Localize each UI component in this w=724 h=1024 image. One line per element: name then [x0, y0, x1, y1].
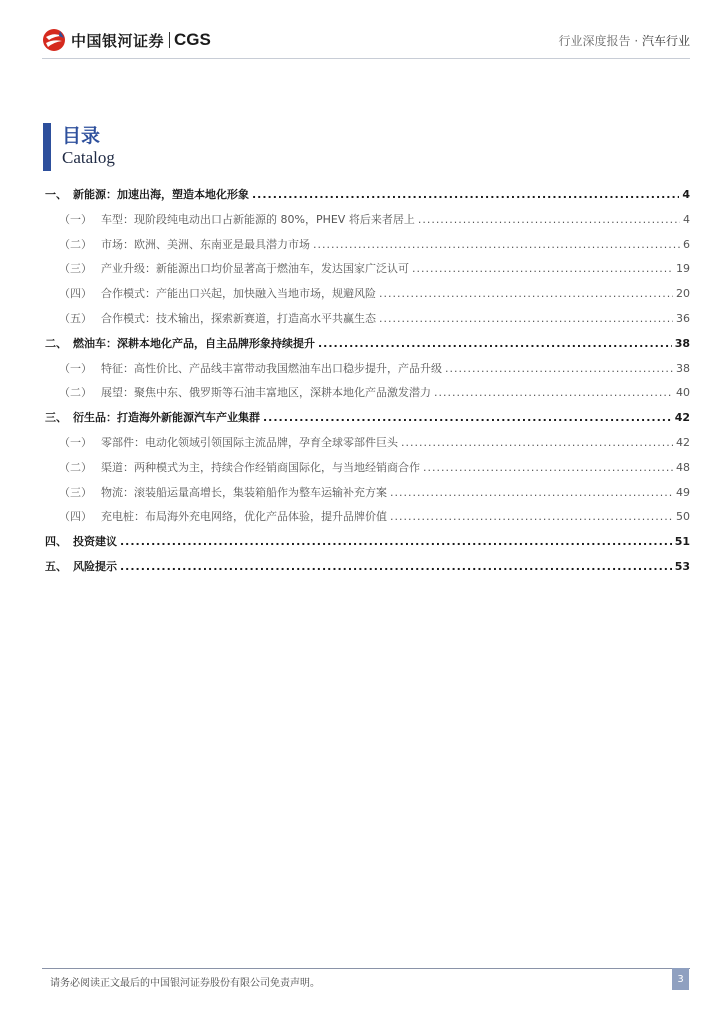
toc-chapter[interactable] [45, 335, 690, 360]
report-separator: · [634, 34, 639, 48]
toc-page: 42 [674, 411, 690, 425]
toc-number: （一） [59, 361, 92, 375]
toc-section[interactable] [45, 484, 690, 509]
toc-title: 展望：聚焦中东、俄罗斯等石油丰富地区，深耕本地化产品激发潜力 [101, 386, 431, 400]
toc-page: 53 [674, 559, 690, 573]
title-cn: 目录 [62, 125, 101, 147]
toc-number: （二） [59, 237, 92, 251]
toc-section[interactable] [45, 434, 690, 459]
report-sector: 汽车行业 [641, 34, 690, 48]
toc-title: 合作模式：技术输出，探索新赛道，打造高水平共赢生态 [101, 311, 376, 325]
toc-title: 渠道：两种模式为主，持续合作经销商国际化，与当地经销商合作 [101, 460, 420, 474]
toc-chapter[interactable] [45, 533, 690, 558]
report-category [558, 32, 690, 49]
toc-leader [423, 461, 673, 474]
toc-title: 新能源：加速出海，塑造本地化形象 [73, 188, 249, 201]
toc-number: （一） [59, 212, 92, 226]
toc-number: 一、 [45, 188, 67, 201]
toc-number: （一） [59, 435, 92, 449]
toc-leader [120, 560, 672, 573]
toc-number: （二） [59, 386, 92, 400]
footer-divider [42, 968, 690, 969]
toc-page: 38 [674, 336, 690, 350]
footer-disclaimer: 请务必阅读正文最后的中国银河证券股份有限公司免责声明。 [50, 978, 320, 989]
toc-section[interactable] [45, 211, 690, 236]
toc-title: 市场：欧洲、美洲、东南亚是最具潜力市场 [101, 237, 310, 251]
toc-leader [318, 337, 672, 350]
toc-page: 50 [676, 510, 690, 524]
toc-number: 五、 [45, 559, 67, 573]
toc-title: 投资建议 [73, 535, 117, 549]
toc-number: （四） [59, 510, 92, 524]
toc-page: 51 [674, 535, 690, 549]
toc-title: 车型：现阶段纯电动出口占新能源的 80%，PHEV 将后来者居上 [101, 212, 415, 226]
brand-name-en: CGS [174, 30, 211, 49]
toc-page: 4 [683, 212, 690, 226]
toc-page: 42 [676, 435, 690, 449]
toc-leader [313, 238, 680, 251]
toc-leader [401, 436, 673, 449]
toc-section[interactable] [45, 384, 690, 409]
toc-page: 38 [676, 361, 690, 375]
toc-number: （三） [59, 485, 92, 499]
toc-number: （四） [59, 287, 92, 301]
title-accent-bar [43, 123, 51, 171]
toc-number: （三） [59, 262, 92, 276]
toc-leader [390, 486, 673, 499]
report-type: 行业深度报告 [558, 34, 631, 48]
toc-page: 48 [676, 460, 690, 474]
toc-leader [120, 535, 672, 548]
toc-title: 物流：滚装船运量高增长，集装箱船作为整车运输补充方案 [101, 485, 387, 499]
toc-leader [379, 287, 673, 300]
cgs-logo-icon [42, 28, 66, 52]
table-of-contents [45, 186, 690, 583]
toc-section[interactable] [45, 508, 690, 533]
header-divider [42, 58, 690, 59]
toc-leader [418, 213, 680, 226]
toc-leader [390, 510, 673, 523]
toc-leader [252, 188, 679, 201]
toc-section[interactable] [45, 310, 690, 335]
toc-page: 6 [683, 237, 690, 251]
toc-leader [434, 386, 673, 399]
toc-title: 衍生品：打造海外新能源汽车产业集群 [73, 411, 260, 425]
toc-number: （二） [59, 460, 92, 474]
toc-section[interactable] [45, 285, 690, 310]
toc-title: 燃油车：深耕本地化产品，自主品牌形象持续提升 [73, 336, 315, 350]
brand-divider [169, 32, 170, 48]
toc-title: 产业升级：新能源出口均价显著高于燃油车，发达国家广泛认可 [101, 262, 409, 276]
toc-chapter[interactable] [45, 409, 690, 434]
toc-leader [379, 312, 673, 325]
toc-title: 特征：高性价比、产品线丰富带动我国燃油车出口稳步提升，产品升级 [101, 361, 442, 375]
toc-section[interactable] [45, 459, 690, 484]
toc-leader [445, 362, 673, 375]
toc-section[interactable] [45, 260, 690, 285]
toc-number: 三、 [45, 411, 67, 425]
title-en: Catalog [62, 148, 115, 167]
toc-page: 36 [676, 311, 690, 325]
toc-number: （五） [59, 311, 92, 325]
toc-title: 合作模式：产能出口兴起，加快融入当地市场，规避风险 [101, 287, 376, 301]
toc-section[interactable] [45, 360, 690, 385]
toc-chapter[interactable] [45, 558, 690, 583]
toc-chapter[interactable] [45, 186, 690, 211]
toc-page: 4 [682, 188, 690, 201]
toc-number: 二、 [45, 336, 67, 350]
toc-page: 40 [676, 386, 690, 400]
brand-logo [42, 28, 211, 52]
page-header [0, 0, 724, 62]
toc-leader [412, 262, 673, 275]
toc-page: 19 [676, 262, 690, 276]
toc-title: 零部件：电动化领域引领国际主流品牌，孕育全球零部件巨头 [101, 435, 398, 449]
page-number: 3 [672, 968, 689, 990]
toc-page: 20 [676, 287, 690, 301]
toc-section[interactable] [45, 236, 690, 261]
toc-title: 风险提示 [73, 559, 117, 573]
brand-name-cn: 中国银河证券 [71, 31, 165, 50]
toc-title: 充电桩：布局海外充电网络，优化产品体验，提升品牌价值 [101, 510, 387, 524]
toc-leader [263, 411, 672, 424]
toc-page: 49 [676, 485, 690, 499]
toc-number: 四、 [45, 535, 67, 549]
